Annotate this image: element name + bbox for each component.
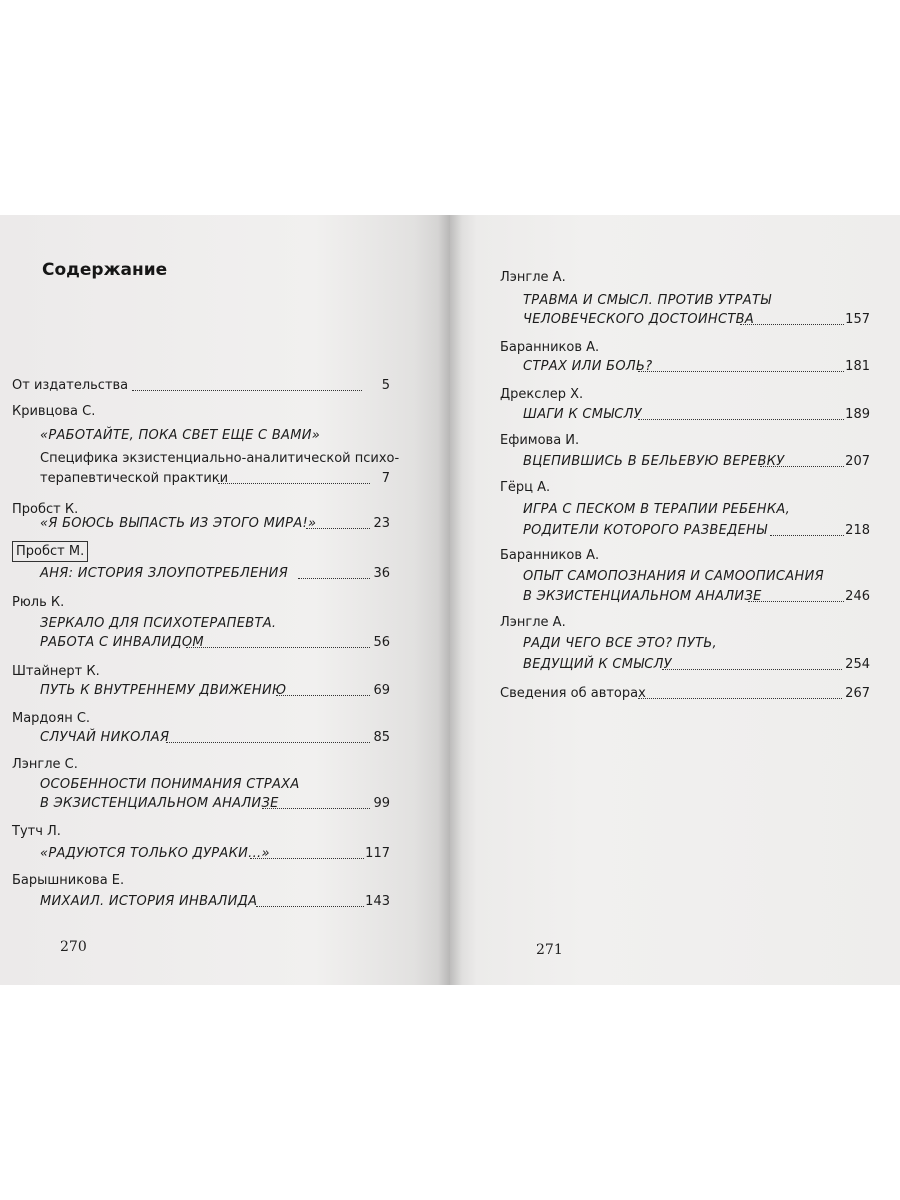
- entry-page: 218: [845, 523, 870, 538]
- entry-page: 56: [373, 635, 390, 650]
- entry-title: ПУТЬ К ВНУТРЕННЕМУ ДВИЖЕНИЮ: [40, 683, 287, 698]
- entry-page: 181: [845, 359, 870, 374]
- entry-title: ВЕДУЩИЙ К СМЫСЛУ: [523, 657, 672, 672]
- entry-page: 267: [845, 686, 870, 701]
- entry-page: 189: [845, 407, 870, 422]
- left-page: [0, 215, 450, 985]
- dot-leader: [638, 698, 842, 699]
- dot-leader: [770, 535, 844, 536]
- entry-subtitle: терапевтической практики: [40, 471, 229, 486]
- page-number-right: 271: [536, 942, 563, 958]
- entry-author: Ефимова И.: [500, 433, 580, 448]
- entry-page: 254: [845, 657, 870, 672]
- dot-leader: [132, 390, 362, 391]
- dot-leader: [760, 466, 844, 467]
- entry-author: Лэнгле А.: [500, 270, 566, 285]
- entry-title: «РАБОТАЙТЕ, ПОКА СВЕТ ЕЩЕ С ВАМИ»: [40, 428, 321, 443]
- entry-page: 207: [845, 454, 870, 469]
- entry-title: РАДИ ЧЕГО ВСЕ ЭТО? ПУТЬ,: [523, 636, 717, 651]
- entry-title: В ЭКЗИСТЕНЦИАЛЬНОМ АНАЛИЗЕ: [523, 589, 762, 604]
- entry-page: 99: [373, 796, 390, 811]
- entry-title: МИХАИЛ. ИСТОРИЯ ИНВАЛИДА: [40, 894, 258, 909]
- dot-leader: [186, 647, 370, 648]
- entry-title: ИГРА С ПЕСКОМ В ТЕРАПИИ РЕБЕНКА,: [523, 502, 791, 517]
- dot-leader: [748, 601, 844, 602]
- entry-author: Баранников А.: [500, 548, 600, 563]
- dot-leader: [638, 371, 844, 372]
- entry-author: Баранников А.: [500, 340, 600, 355]
- entry-author: Лэнгле А.: [500, 615, 566, 630]
- entry-page: 69: [373, 683, 390, 698]
- toc-heading: Содержание: [42, 260, 168, 280]
- entry-page: 36: [373, 566, 390, 581]
- entry-title: «РАДУЮТСЯ ТОЛЬКО ДУРАКИ...»: [40, 846, 270, 861]
- entry-title: РАБОТА С ИНВАЛИДОМ: [40, 635, 204, 650]
- entry-title: СТРАХ ИЛИ БОЛЬ?: [523, 359, 653, 374]
- entry-page: 157: [845, 312, 870, 327]
- entry-title: ОПЫТ САМОПОЗНАНИЯ И САМООПИСАНИЯ: [523, 569, 824, 584]
- entry-page: 5: [381, 378, 390, 393]
- dot-leader: [662, 669, 842, 670]
- entry-author: Штайнерт К.: [12, 664, 100, 679]
- entry-page: 7: [381, 471, 390, 486]
- entry-page: 85: [373, 730, 390, 745]
- entry-title: СЛУЧАЙ НИКОЛАЯ: [40, 730, 170, 745]
- entry-page: 117: [365, 846, 390, 861]
- entry-author-highlighted: Пробст М.: [12, 541, 88, 562]
- entry-page: 246: [845, 589, 870, 604]
- dot-leader: [218, 483, 370, 484]
- book-spread: [0, 215, 900, 985]
- entry-author: Барышникова Е.: [12, 873, 125, 888]
- entry-author: Пробст К.: [12, 502, 79, 517]
- entry-author: Гёрц А.: [500, 480, 551, 495]
- entry-title: АНЯ: ИСТОРИЯ ЗЛОУПОТРЕБЛЕНИЯ: [40, 566, 289, 581]
- entry-page: 143: [365, 894, 390, 909]
- entry-author: Лэнгле С.: [12, 757, 78, 772]
- book-gutter: [438, 215, 462, 985]
- dot-leader: [262, 808, 370, 809]
- entry-author: Дрекслер Х.: [500, 387, 584, 402]
- entry-title: ЗЕРКАЛО ДЛЯ ПСИХОТЕРАПЕВТА.: [40, 616, 277, 631]
- entry-author: Мардоян С.: [12, 711, 91, 726]
- entry-author: Кривцова С.: [12, 404, 96, 419]
- dot-leader: [638, 419, 844, 420]
- entry-title: ВЦЕПИВШИСЬ В БЕЛЬЕВУЮ ВЕРЕВКУ: [523, 454, 785, 469]
- entry-subtitle: Специфика экзистенциально-аналитической психо-: [40, 451, 400, 466]
- entry-title: ОСОБЕННОСТИ ПОНИМАНИЯ СТРАХА: [40, 777, 300, 792]
- dot-leader: [740, 324, 844, 325]
- entry-title: «Я БОЮСЬ ВЫПАСТЬ ИЗ ЭТОГО МИРА!»: [40, 516, 317, 531]
- dot-leader: [256, 906, 364, 907]
- entry-page: 23: [373, 516, 390, 531]
- entry-title: РОДИТЕЛИ КОТОРОГО РАЗВЕДЕНЫ: [523, 523, 768, 538]
- entry-title: В ЭКЗИСТЕНЦИАЛЬНОМ АНАЛИЗЕ: [40, 796, 279, 811]
- entry-title: ЧЕЛОВЕЧЕСКОГО ДОСТОИНСТВА: [523, 312, 755, 327]
- dot-leader: [166, 742, 370, 743]
- right-page: [450, 215, 900, 985]
- entry-title: ТРАВМА И СМЫСЛ. ПРОТИВ УТРАТЫ: [523, 293, 772, 308]
- dot-leader: [250, 858, 364, 859]
- entry-title: Сведения об авторах: [500, 686, 646, 701]
- entry-title: ШАГИ К СМЫСЛУ: [523, 407, 642, 422]
- entry-title: От издательства: [12, 378, 129, 393]
- entry-author: Тутч Л.: [12, 824, 61, 839]
- entry-author: Рюль К.: [12, 595, 65, 610]
- page-number-left: 270: [60, 939, 87, 955]
- dot-leader: [276, 695, 370, 696]
